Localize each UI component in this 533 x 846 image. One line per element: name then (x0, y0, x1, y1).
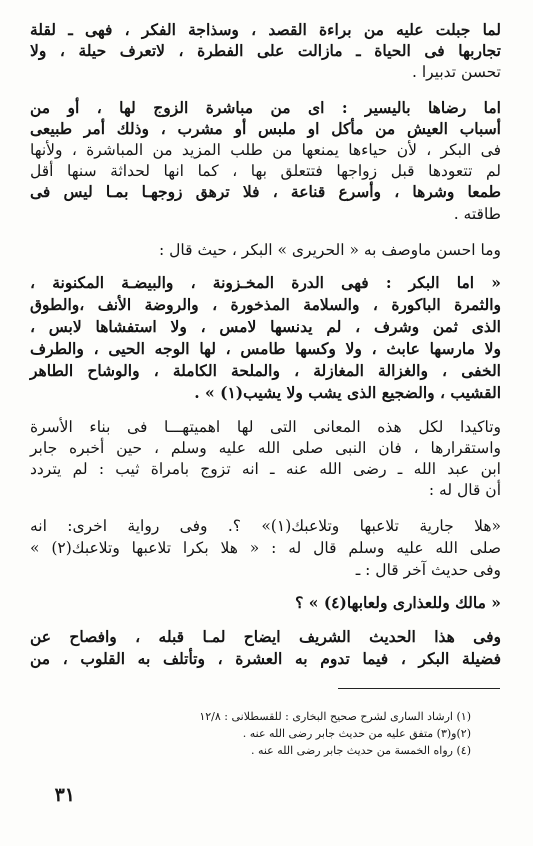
text-line: وتاكيدا لكل هذه المعانى التى لها اهميتهـــا فى بناء الأسرة (30, 418, 501, 436)
text-line: اما رضاها باليسير : اى من مباشرة الزوج لها ، أو من (30, 98, 501, 117)
page-number: ٣١ (54, 784, 75, 806)
footnote-divider (338, 688, 500, 689)
text-line: تجاربها فى الحياة ـ مازالت على الفطرة ، لاتعرف حيلة ، ولا (30, 41, 501, 60)
text-line: أسباب العيش من مأكل او ملبس أو مشرب ، وذلك أمر طبيعى (30, 119, 501, 138)
quote-line: ولا مارسها عابث ، ولا وكسها طامس ، لها الوجه الحيى ، والطرف (30, 339, 501, 358)
hadith-line: صلى الله عليه وسلم قال له : « هلا بكرا تلاعبها وتلاعبك(٢) » (30, 539, 501, 557)
hadith-line: « مالك وللعذارى ولعابها(٤) » ؟ (295, 593, 501, 612)
text-line: ابن عبد الله ـ رضى الله عنه ـ انه تزوج بامراة ثيب : لم يتردد (30, 460, 501, 478)
text-line: لم تتعودها قبل زواجها فتتعلق بها ، كما انها لحداثة سنها أقل (30, 162, 501, 180)
text-line: وما احسن ماوصف به « الحريرى » البكر ، حيث قال : (158, 241, 501, 259)
text-line: فى البكر ، لأن حياءها يمنعها من طلب المزيد من المباشرة ، ولأنها (30, 141, 501, 159)
footnote: (١) ارشاد السارى لشرح صحيح البخارى : للقسطلانى : ١٢/٨ (199, 710, 471, 723)
quote-line: « اما البكر : فهى الدرة المخـزونة ، والبيضـة المكنونة ، (30, 273, 501, 292)
quote-line: القشيب ، والضجيع الذى يشب ولا يشيب(١) » . (194, 383, 501, 402)
quote-line: والثمرة الباكورة ، والسلامة المذخورة ، والروضة الأنف ،والطوق (30, 295, 501, 314)
text-line: طمعا وشرها ، وأسرع قناعة ، فلا ترهق زوجهـا بمـا ليس فى (30, 182, 501, 201)
text-line: تحسن تدبيرا . (411, 63, 501, 81)
text-line: وفى هذا الحديث الشريف ايضاح لمـا قبله ، وافصاح عن (30, 627, 501, 646)
text-line: طاقته . (453, 205, 501, 223)
quote-line: الخفى ، والغزالة المغازلة ، والملحة الكاملة ، والوشاح الطاهر (30, 361, 501, 380)
footnote: (٢)و(٣) متفق عليه من حديث جابر رضى الله عنه . (242, 727, 471, 740)
hadith-line: «هلا جارية تلاعبها وتلاعبك(١)» ؟. وفى رواية اخرى: انه (30, 517, 501, 535)
text-line: أن قال له : (428, 481, 501, 499)
footnote: (٤) رواه الخمسة من حديث جابر رضى الله عنه . (250, 744, 471, 757)
text-line: لما جبلت عليه من براءة القصد ، وسذاجة الفكر ، فهى ـ لقلة (30, 20, 501, 39)
text-line: فضيلة البكر ، فيما تدوم به العشرة ، وتأتلف به القلوب ، من (30, 649, 501, 668)
text-line: واستقرارها ، فان النبى صلى الله عليه وسلم ، حين أخبره جابر (30, 439, 501, 457)
text-line: وفى حديث آخر قال : ـ (355, 561, 501, 579)
quote-line: الذى ثمن وشرف ، لم يدنسها لامس ، ولا استفشاها لابس ، (30, 317, 501, 336)
